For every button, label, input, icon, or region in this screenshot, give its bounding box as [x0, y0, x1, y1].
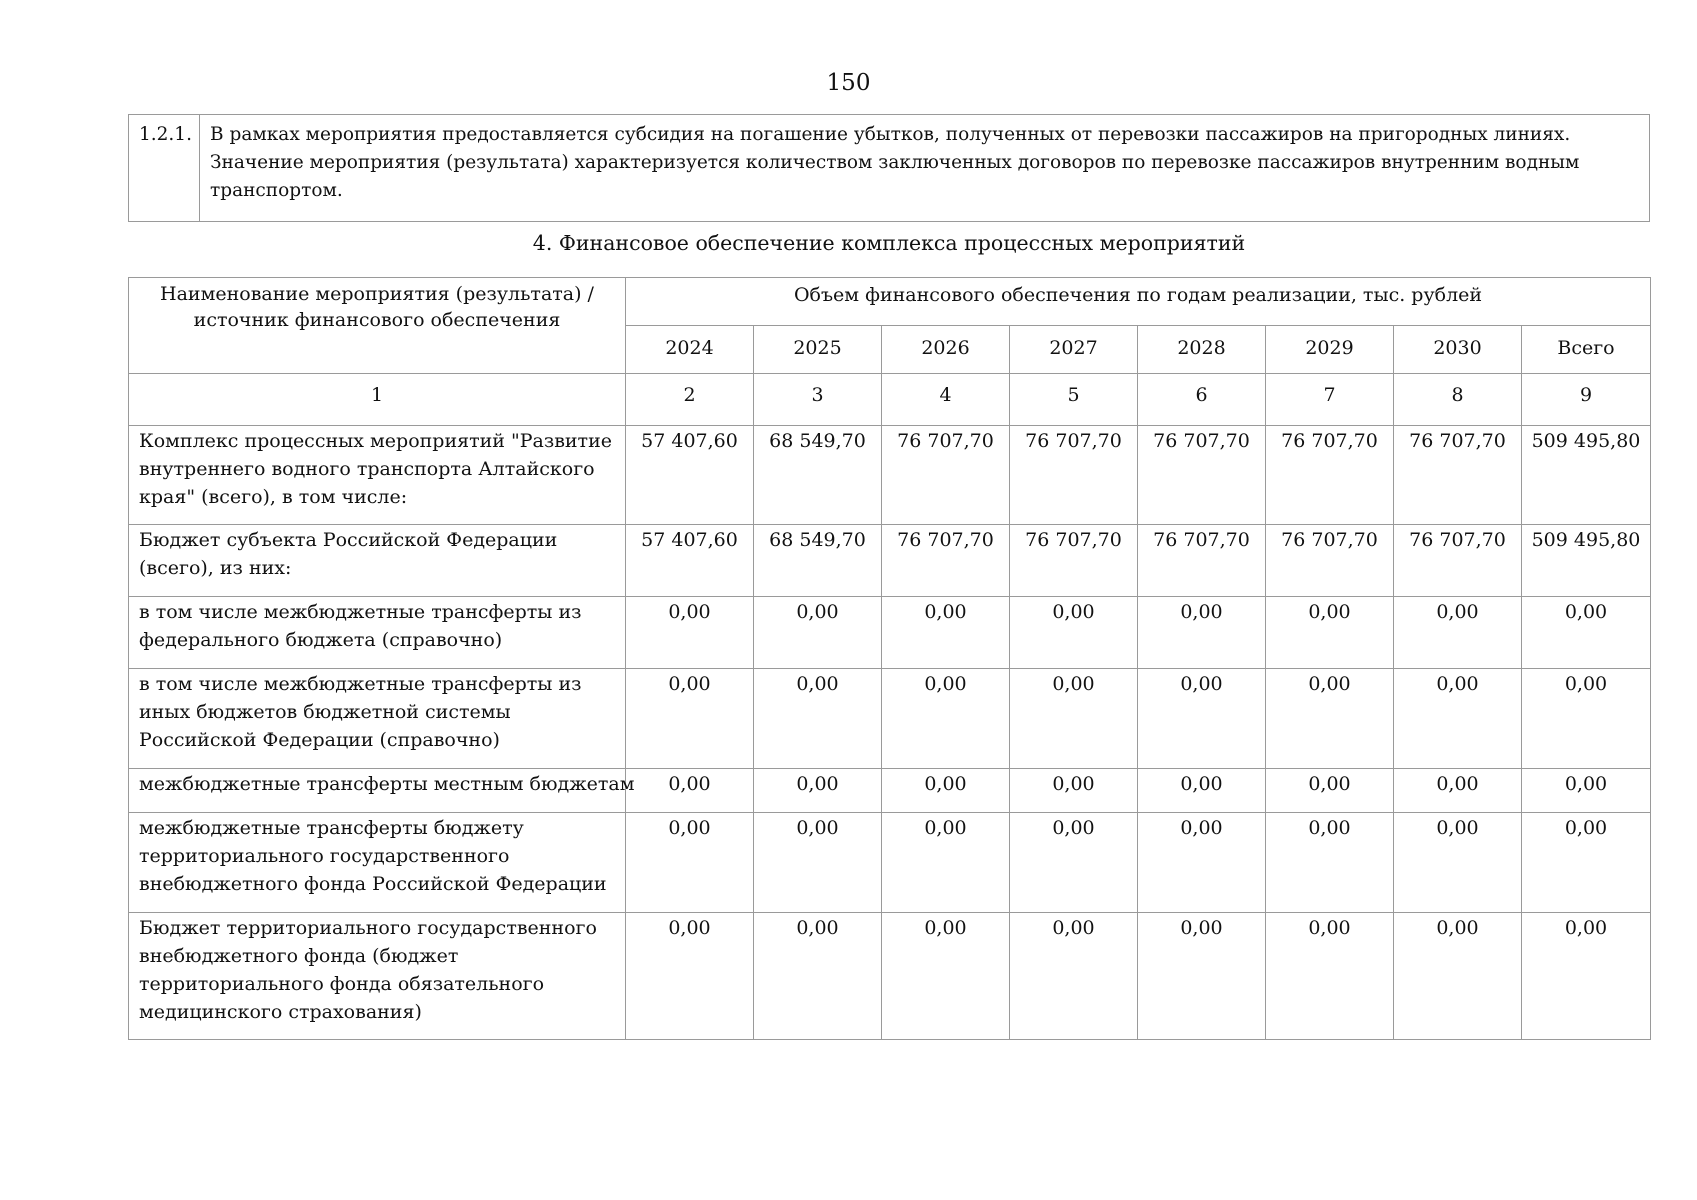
column-numbers-row — [129, 374, 1651, 426]
column-number: 5 — [1010, 374, 1138, 426]
column-number: 1 — [129, 374, 626, 426]
column-number: 3 — [754, 374, 882, 426]
column-number: 2 — [626, 374, 754, 426]
cell-value: 76 707,70 — [1010, 525, 1138, 597]
cell-value: 0,00 — [1010, 597, 1138, 669]
cell-value: 0,00 — [1266, 669, 1394, 769]
cell-value: 0,00 — [1394, 813, 1522, 913]
page-number: 150 — [826, 70, 871, 96]
financing-table — [128, 277, 1651, 1040]
cell-value: 76 707,70 — [882, 426, 1010, 525]
row-name: в том числе межбюджетные трансферты из иных бюджетов бюджетной системы Российской Федерации (справочно) — [129, 669, 626, 769]
cell-value: 57 407,60 — [626, 525, 754, 597]
cell-value: 0,00 — [1394, 669, 1522, 769]
cell-value: 76 707,70 — [1266, 525, 1394, 597]
cell-value: 0,00 — [626, 597, 754, 669]
row-name: межбюджетные трансферты местным бюджетам — [129, 769, 626, 813]
column-number: 4 — [882, 374, 1010, 426]
cell-value: 0,00 — [1394, 597, 1522, 669]
cell-value: 0,00 — [626, 813, 754, 913]
year-2024: 2024 — [626, 326, 754, 374]
cell-value: 0,00 — [1138, 813, 1266, 913]
row-name: в том числе межбюджетные трансферты из федерального бюджета (справочно) — [129, 597, 626, 669]
cell-value: 0,00 — [1138, 597, 1266, 669]
cell-value: 76 707,70 — [1266, 426, 1394, 525]
cell-value: 0,00 — [882, 769, 1010, 813]
cell-value: 0,00 — [1266, 913, 1394, 1040]
column-number: 7 — [1266, 374, 1394, 426]
cell-value: 0,00 — [882, 813, 1010, 913]
year-2028: 2028 — [1138, 326, 1266, 374]
table-row — [129, 913, 1651, 1040]
description-row — [129, 115, 1650, 222]
header-row — [129, 278, 1651, 326]
cell-value: 0,00 — [754, 769, 882, 813]
table-row — [129, 525, 1651, 597]
year-2027: 2027 — [1010, 326, 1138, 374]
cell-value: 0,00 — [882, 913, 1010, 1040]
cell-value: 68 549,70 — [754, 525, 882, 597]
cell-value: 76 707,70 — [1394, 426, 1522, 525]
cell-value: 0,00 — [754, 813, 882, 913]
row-name: межбюджетные трансферты бюджету территориального государственного внебюджетного фонда Российской Федерации — [129, 813, 626, 913]
cell-value: 0,00 — [754, 913, 882, 1040]
year-total: Всего — [1522, 326, 1651, 374]
cell-value: 76 707,70 — [1138, 426, 1266, 525]
cell-value: 76 707,70 — [1138, 525, 1266, 597]
cell-value: 0,00 — [1138, 669, 1266, 769]
row-name: Комплекс процессных мероприятий "Развитие внутреннего водного транспорта Алтайского края" (всего), в том числе: — [129, 426, 626, 525]
column-number: 6 — [1138, 374, 1266, 426]
cell-value: 0,00 — [1010, 769, 1138, 813]
cell-value: 509 495,80 — [1522, 525, 1651, 597]
cell-value: 0,00 — [1522, 813, 1651, 913]
cell-value: 0,00 — [1266, 597, 1394, 669]
cell-value: 0,00 — [626, 769, 754, 813]
cell-value: 0,00 — [626, 669, 754, 769]
cell-value: 0,00 — [1394, 913, 1522, 1040]
row-name: Бюджет территориального государственного внебюджетного фонда (бюджет территориального фонда обязательного медицинского страхования) — [129, 913, 626, 1040]
cell-value: 76 707,70 — [1394, 525, 1522, 597]
cell-value: 0,00 — [1010, 669, 1138, 769]
table-row — [129, 669, 1651, 769]
cell-value: 509 495,80 — [1522, 426, 1651, 525]
section-title: 4. Финансовое обеспечение комплекса процессных мероприятий — [532, 231, 1246, 255]
cell-value: 0,00 — [1522, 913, 1651, 1040]
description-table — [128, 114, 1650, 222]
cell-value: 0,00 — [882, 669, 1010, 769]
item-number: 1.2.1. — [129, 115, 200, 222]
cell-value: 0,00 — [1010, 813, 1138, 913]
cell-value: 0,00 — [754, 597, 882, 669]
year-2026: 2026 — [882, 326, 1010, 374]
table-row — [129, 597, 1651, 669]
cell-value: 0,00 — [882, 597, 1010, 669]
year-2030: 2030 — [1394, 326, 1522, 374]
year-2025: 2025 — [754, 326, 882, 374]
cell-value: 0,00 — [1522, 769, 1651, 813]
cell-value: 0,00 — [1522, 669, 1651, 769]
cell-value: 0,00 — [1138, 913, 1266, 1040]
table-row — [129, 769, 1651, 813]
cell-value: 76 707,70 — [1010, 426, 1138, 525]
cell-value: 0,00 — [626, 913, 754, 1040]
table-row — [129, 813, 1651, 913]
header-name: Наименование мероприятия (результата) / источник финансового обеспечения — [129, 278, 626, 374]
item-description: В рамках мероприятия предоставляется субсидия на погашение убытков, полученных от перевозки пассажиров на пригородных линиях. Значение мероприятия (результата) характеризуется количеством заключенных договоров по перевозке пассажиров внутренним водным транспортом. — [200, 115, 1650, 222]
cell-value: 0,00 — [1266, 813, 1394, 913]
row-name: Бюджет субъекта Российской Федерации (всего), из них: — [129, 525, 626, 597]
cell-value: 0,00 — [1394, 769, 1522, 813]
cell-value: 0,00 — [1266, 769, 1394, 813]
header-volume: Объем финансового обеспечения по годам реализации, тыс. рублей — [626, 278, 1651, 326]
cell-value: 57 407,60 — [626, 426, 754, 525]
table-row — [129, 426, 1651, 525]
cell-value: 76 707,70 — [882, 525, 1010, 597]
column-number: 8 — [1394, 374, 1522, 426]
cell-value: 0,00 — [1138, 769, 1266, 813]
cell-value: 0,00 — [1010, 913, 1138, 1040]
cell-value: 68 549,70 — [754, 426, 882, 525]
cell-value: 0,00 — [1522, 597, 1651, 669]
cell-value: 0,00 — [754, 669, 882, 769]
column-number: 9 — [1522, 374, 1651, 426]
year-2029: 2029 — [1266, 326, 1394, 374]
